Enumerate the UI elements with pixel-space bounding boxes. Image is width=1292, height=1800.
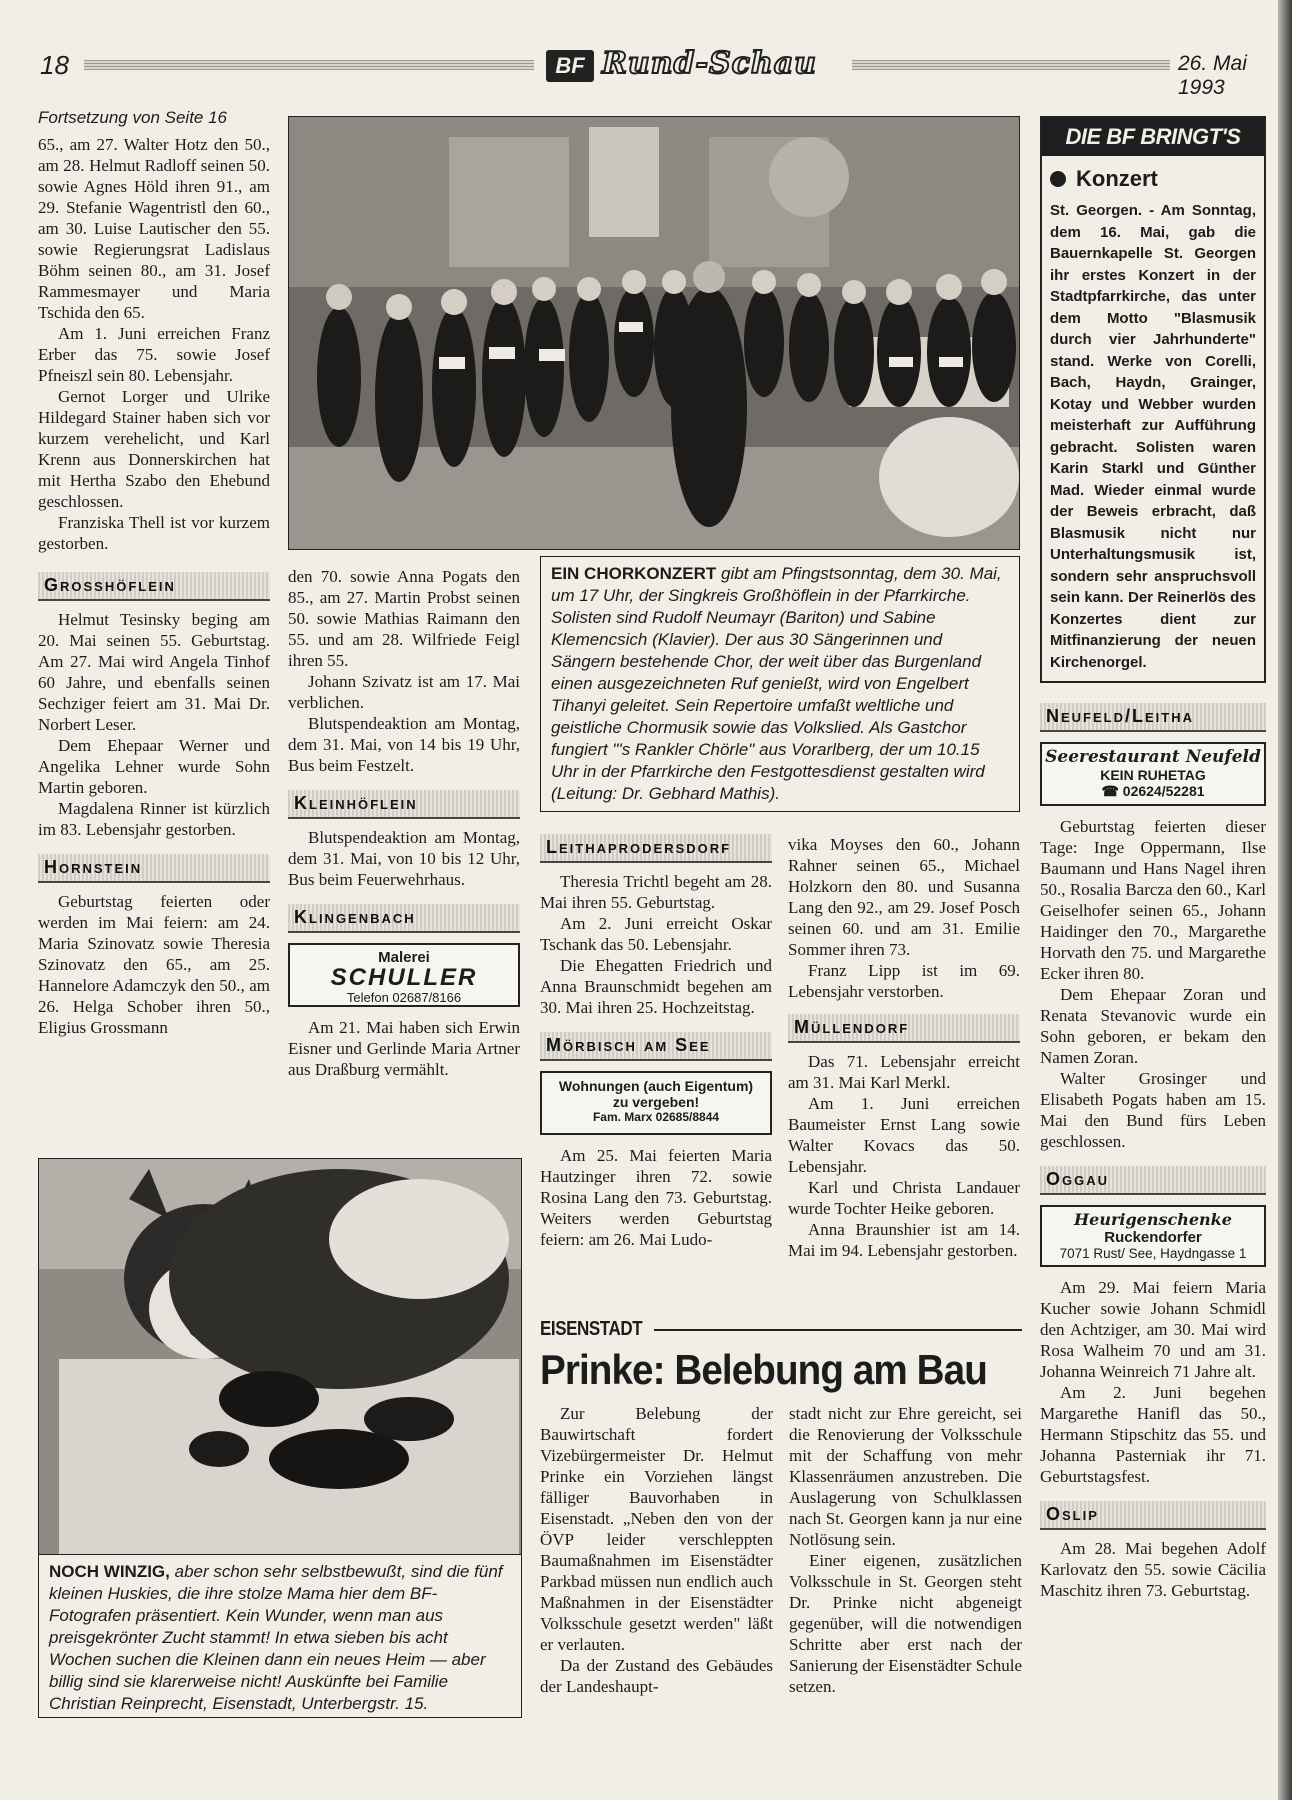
eisenstadt-article — [540, 1318, 1022, 1697]
choir-photo — [288, 116, 1020, 550]
section-heading-neufeld: Neufeld/Leitha — [1040, 703, 1266, 732]
ad-line: Heurigenschenke — [1074, 1210, 1232, 1229]
article-kicker: EISENSTADT — [540, 1318, 643, 1340]
bullet-icon — [1050, 171, 1066, 187]
ad-line: Telefon 02687/8166 — [346, 990, 462, 1005]
paragraph: Blutspendeaktion am Montag, dem 31. Mai, von 10 bis 12 Uhr, Bus beim Feuerwehrhaus. — [288, 828, 520, 889]
paragraph: Das 71. Lebensjahr erreicht am 31. Mai Karl Merkl. — [788, 1052, 1020, 1092]
kicker-rule — [654, 1329, 1022, 1331]
ad-malerei-schuller — [288, 943, 520, 1007]
oslip-text — [1040, 1538, 1266, 1601]
dog-photo-box — [38, 1158, 522, 1718]
paragraph: Johann Szivatz ist am 17. Mai verblichen. — [288, 672, 520, 712]
paragraph: 65., am 27. Walter Hotz den 50., am 28. Helmut Radloff seinen 50. sowie Agnes Höld ihren 91., am 29. Stefanie Wagentristl den 60., am 30. Luise Lautischer den 55. sowie Regierungsrat Ladislaus Böhm seinen 80., am 31. Josef Rammesmayer und Maria Tschida den 65. — [38, 135, 270, 322]
ad-line: Wohnungen (auch Eigentum) — [558, 1078, 754, 1094]
paragraph: Am 25. Mai feierten Maria Hautzinger ihren 72. sowie Rosina Lang den 73. Geburtstag. Weiters werden Geburtstag feiern: am 26. Mai Ludo- — [540, 1146, 772, 1249]
paragraph: Dem Ehepaar Zoran und Renata Stevanovic wurde ein Sohn geboren, er bekam den Namen Zoran. — [1040, 985, 1266, 1067]
section-heading-grosshoflein: Grosshöflein — [38, 572, 270, 601]
caption-lead: EIN CHORKONZERT — [551, 564, 717, 583]
grosshoflein-text — [38, 609, 270, 840]
column-2 — [288, 566, 520, 1080]
header-rule-left — [84, 60, 534, 70]
choir-caption-box — [540, 556, 1020, 812]
ad-line: zu vergeben! — [612, 1094, 700, 1110]
column-4-text — [788, 834, 1020, 1002]
paragraph: Da der Zustand des Gebäudes der Landeshaupt- — [540, 1656, 773, 1696]
column-1-text — [38, 134, 270, 554]
section-heading-klingenbach: Klingenbach — [288, 904, 520, 933]
paragraph: vika Moyses den 60., Johann Rahner seinen 65., Michael Holzkorn den 80. und Susanna Lang den 92., am 29. Josef Posch seinen 60. und am 31. Emilie Sommer ihren 73. — [788, 835, 1020, 959]
section-heading-kleinhoflein: Kleinhöflein — [288, 790, 520, 819]
paragraph: Am 29. Mai feiern Maria Kucher sowie Johann Schmidl den Achtziger, am 30. Mai wird Rosa Walheim 70 und am 31. Johanna Weinreich 71 Jahre alt. — [1040, 1278, 1266, 1381]
ad-line: ☎ 02624/52281 — [1101, 783, 1205, 799]
box-heading: Konzert — [1076, 166, 1158, 191]
column-4 — [788, 834, 1020, 1261]
continuation-note: Fortsetzung von Seite 16 — [38, 108, 228, 127]
paragraph: Am 2. Juni begehen Margarethe Hanifl das 50., Hermann Stipschitz das 55. und Johanna Pasterniak ihr 71. Geburtstagsfest. — [1040, 1383, 1266, 1486]
paragraph: Einer eigenen, zusätzlichen Volksschule in St. Georgen steht Dr. Prinke nicht abgeneigt gegenüber, will die notwendigen Schritte aber erst nach der Sanierung der Eisenstädter Schule setzen. — [789, 1551, 1022, 1696]
leitha-text — [540, 871, 772, 1018]
paragraph: Die Ehegatten Friedrich und Anna Braunschmidt begehen am 30. Mai ihren 25. Hochzeitstag. — [540, 956, 772, 1017]
column-1 — [38, 108, 270, 1038]
paragraph: Am 2. Juni erreicht Oskar Tschank das 50. Lebensjahr. — [540, 914, 772, 954]
ad-line: 7071 Rust/ See, Haydngasse 1 — [1059, 1246, 1247, 1261]
paragraph: Am 28. Mai begehen Adolf Karlovatz den 55. sowie Cäcilia Maschitz ihren 73. Geburtstag. — [1040, 1539, 1266, 1600]
dog-photo — [39, 1159, 521, 1555]
paragraph: stadt nicht zur Ehre gereicht, sei die Renovierung der Volksschule mit der Schaffung von mehr Klassenräumen anzustreben. Die Auslagerung von Schulklassen nach St. Georgen kann ja nur eine Notlösung sein. — [789, 1404, 1022, 1549]
ad-line: Fam. Marx 02685/8844 — [592, 1110, 720, 1124]
masthead-title: Rund-Schau — [602, 46, 817, 81]
section-heading-morbisch: Mörbisch am See — [540, 1032, 772, 1061]
paragraph: Anna Braunshier ist am 14. Mai im 94. Lebensjahr gestorben. — [788, 1220, 1020, 1260]
box-text: St. Georgen. - Am Sonntag, dem 16. Mai, gab die Bauernkapelle St. Georgen ihr erstes Konzert in der Stadtpfarrkirche, das unter dem Motto "Blasmusik durch vier Jahrhunderte" stand. Werke von Corelli, Bach, Haydn, Grainger, Kotay und Webber wurden meisterhaft zur Aufführung gebracht. Solisten waren Karin Starkl und Günther Mad. Wieder einmal wurde der Beweis erbracht, daß Blasmusik nicht nur Unterhaltungsmusik ist, sondern sehr anspruchsvoll sein kann. Der Reinerlös des Konzertes dient zur Mitfinanzierung der neuen Kirchenorgel. — [1050, 202, 1256, 671]
section-heading-leithaprodersdorf: Leithaprodersdorf — [540, 834, 772, 863]
paragraph: Franziska Thell ist vor kurzem gestorben. — [38, 513, 270, 553]
caption-text: aber schon sehr selbstbewußt, sind die fünf kleinen Huskies, die ihre stolze Mama hier dem BF-Fotografen präsentiert. Kein Wunder, wenn man aus preisgekrönter Zucht stammt! In etwa sieben bis acht Wochen suchen die Kleinen dann ein neues Heim — aber billig sind sie klarerweise nicht! Auskünfte bei Familie Christian Reinprecht, Eisenstadt, Unterbergstr. 15. — [49, 1562, 503, 1713]
caption-lead: NOCH WINZIG, — [49, 1562, 170, 1581]
paragraph: Dem Ehepaar Werner und Angelika Lehner wurde Sohn Martin geboren. — [38, 736, 270, 797]
page-edge — [1278, 0, 1292, 1800]
paragraph: Theresia Trichtl begeht am 28. Mai ihren 55. Geburtstag. — [540, 872, 772, 912]
ad-line: Seerestaurant Neufeld — [1045, 747, 1261, 767]
section-heading-hornstein: Hornstein — [38, 854, 270, 883]
article-headline: Prinke: Belebung am Bau — [540, 1346, 987, 1393]
paragraph: Karl und Christa Landauer wurde Tochter Heike geboren. — [788, 1178, 1020, 1218]
ad-wohnungen — [540, 1071, 772, 1135]
ad-line: Ruckendorfer — [1104, 1229, 1202, 1246]
paragraph: Helmut Tesinsky beging am 20. Mai seinen 55. Geburtstag. Am 27. Mai wird Angela Tinhof 60 Jahre, und ebenfalls seinen Sechziger feiert am 31. Mai Dr. Norbert Leser. — [38, 610, 270, 734]
bf-bringts-box — [1040, 116, 1266, 683]
mullendorf-text — [788, 1051, 1020, 1261]
bf-logo — [546, 50, 594, 82]
morbisch-text — [540, 1145, 772, 1250]
hornstein-text — [38, 891, 270, 1038]
paragraph: Gernot Lorger und Ulrike Hildegard Stainer haben sich vor kurzem verehelicht, und Karl Krenn aus Donnerskirchen hat mit Hertha Szabo den Ehebund geschlossen. — [38, 387, 270, 511]
klingenbach-text — [288, 1017, 520, 1080]
ad-line: SCHULLER — [330, 964, 478, 991]
paragraph: Am 21. Mai haben sich Erwin Eisner und Gerlinde Maria Artner aus Draßburg vermählt. — [288, 1018, 520, 1079]
header-rule-right — [852, 60, 1170, 70]
oggau-text — [1040, 1277, 1266, 1487]
caption-text: gibt am Pfingstsonntag, dem 30. Mai, um 17 Uhr, der Singkreis Großhöflein in der Pfarrkirche. Solisten sind Rudolf Neumayr (Bariton) und Sabine Klemencsich (Klavier). Der aus 30 Sängerinnen und Sängern bestehende Chor, der weit über das Burgenland einen ausgezeichneten Ruf genießt, wird von Engelbert Tihanyi geleitet. Sein Repertoire umfaßt weltliche und geistliche Chormusik sowie das Volkslied. Als Gastchor fungiert "'s Rankler Chörle" aus Vorarlberg, der um 10.15 Uhr in der Pfarrkirche den Festgottesdienst gestalten wird (Leitung: Dr. Gebhard Mathis). — [551, 564, 1002, 803]
paragraph: Geburtstag feierten dieser Tage: Inge Oppermann, Ilse Baumann und Hans Nagel ihren 50., Rosalia Barcza den 60., Karl Geiselhofer seinen 65., Johann Haidinger den 70., Margarethe Horvath den 75. und Margarethe Ecker ihren 80. — [1040, 817, 1266, 983]
paragraph: Am 1. Juni erreichen Franz Erber das 75. sowie Josef Pfneiszl sein 80. Lebensjahr. — [38, 324, 270, 385]
column-2-text — [288, 566, 520, 776]
section-heading-mullendorf: Müllendorf — [788, 1014, 1020, 1043]
ad-line: KEIN RUHETAG — [1100, 767, 1206, 783]
bf-logo-text: BF — [555, 53, 585, 78]
sidebar — [1040, 116, 1266, 1601]
page-number: 18 — [40, 50, 69, 80]
dog-caption — [39, 1555, 521, 1721]
ad-line: Malerei — [378, 949, 430, 966]
paragraph: Blutspendeaktion am Montag, dem 31. Mai, von 14 bis 19 Uhr, Bus beim Festzelt. — [288, 714, 520, 775]
dog-photo-illustration — [39, 1159, 521, 1555]
article-column-b — [789, 1403, 1022, 1697]
issue-date: 26. Mai 1993 — [1178, 52, 1247, 99]
paragraph: Magdalena Rinner ist kürzlich im 83. Lebensjahr gestorben. — [38, 799, 270, 839]
column-3 — [540, 834, 772, 1250]
neufeld-text — [1040, 816, 1266, 1152]
ad-heurigenschenke — [1040, 1205, 1266, 1267]
article-column-a — [540, 1403, 773, 1697]
choir-caption — [551, 563, 1009, 805]
paragraph: Geburtstag feierten oder werden im Mai feiern: am 24. Maria Szinovatz sowie Theresia Szinovatz den 65., am 25. Hannelore Adamczyk den 50., am 26. Helga Schober ihren 50., Eligius Grossmann — [38, 892, 270, 1037]
ad-seerestaurant — [1040, 742, 1266, 806]
paragraph: Franz Lipp ist im 69. Lebensjahr verstorben. — [788, 961, 1020, 1001]
kleinhoflein-text — [288, 827, 520, 890]
paragraph: Am 1. Juni erreichen Baumeister Ernst Lang sowie Walter Kovacs das 50. Lebensjahr. — [788, 1094, 1020, 1176]
section-heading-oslip: Oslip — [1040, 1501, 1266, 1530]
paragraph: Walter Grosinger und Elisabeth Pogats haben am 15. Mai den Bund fürs Leben geschlossen. — [1040, 1069, 1266, 1151]
section-heading-oggau: Oggau — [1040, 1166, 1266, 1195]
paragraph: den 70. sowie Anna Pogats den 85., am 27. Martin Probst seinen 50. sowie Mathias Raimann den 55. und am 28. Wilfriede Feigl ihren 55. — [288, 567, 520, 670]
paragraph: Zur Belebung der Bauwirtschaft fordert Vizebürgermeister Dr. Helmut Prinke ein Vorziehen längst fälliger Bauvorhaben in Eisenstadt. „Neben den von der ÖVP leider verschleppten Baumaßnahmen im Eisenstädter Parkbad müssen nun endlich auch Maßnahmen in der Eisenstädter Volksschule gesetzt werden" läßt er verlauten. — [540, 1404, 773, 1654]
box-title: DIE BF BRINGT'S — [1042, 118, 1264, 156]
choir-photo-illustration — [289, 117, 1020, 550]
page-header — [40, 46, 1280, 99]
